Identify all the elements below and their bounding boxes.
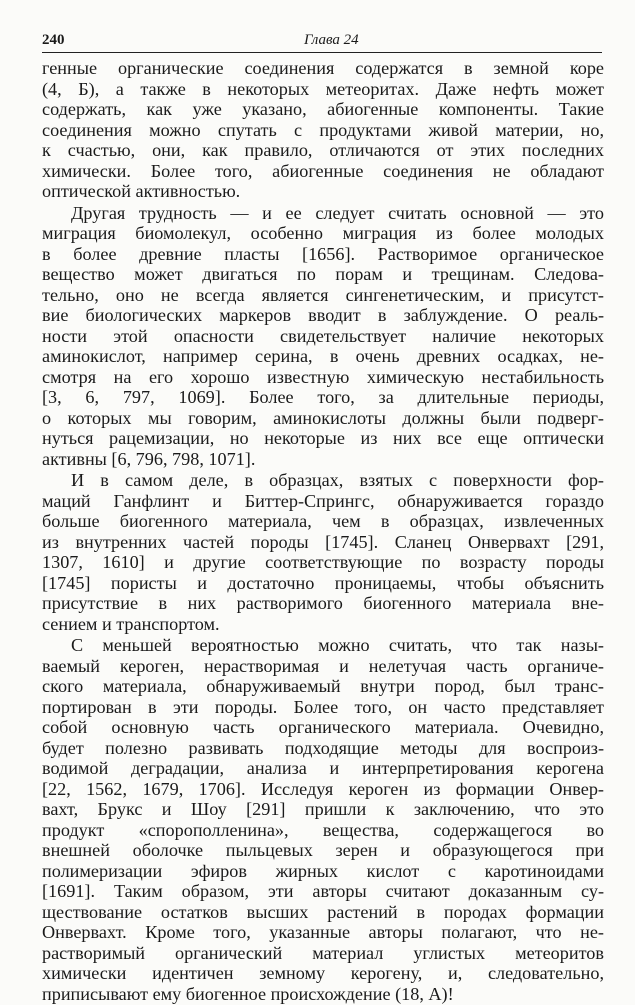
text-line: сением и транспортом. xyxy=(42,613,220,634)
text-line: вещество может двигаться по порам и трещинам. Следова- xyxy=(42,264,604,284)
text-line: приписывают ему биогенное происхождение (18, А)! xyxy=(42,983,454,1004)
text-line: ности этой опасности свидетельствует наличие некоторых xyxy=(42,325,604,346)
text-line: содержать, как уже указано, абиогенные компоненты. Такие xyxy=(42,99,604,119)
text-line: нуться рацемизации, но некоторые из них все еще оптически xyxy=(42,428,604,448)
text-line: Другая трудность — и ее следует считать основной — это xyxy=(71,202,604,223)
text-line: 1307, 1610] и другие соответствующие по возрасту породы xyxy=(42,552,604,572)
text-line: [3, 6, 797, 1069]. Более того, за длительные периоды, xyxy=(42,387,604,407)
text-line: будет полезно развивать подходящие методы для воспроиз- xyxy=(42,737,604,758)
text-line: миграция биомолекул, особенно миграция из более молодых xyxy=(42,223,604,243)
text-line: вие биологических маркеров вводит в заблуждение. О реаль- xyxy=(42,305,604,325)
text-line: соединения можно спутать с продуктами живой материи, но, xyxy=(42,119,604,140)
text-line: [22, 1562, 1679, 1706]. Исследуя кероген из формации Онвер- xyxy=(42,778,604,799)
text-line: смотря на его хорошо известную химическую нестабильность xyxy=(42,366,604,387)
running-title: Глава 24 xyxy=(304,32,359,48)
text-line: к счастью, они, как правило, отличаются от этих последних xyxy=(42,140,604,160)
text-line: присутствие в них растворимого биогенного материала вне- xyxy=(42,593,604,613)
text-line: ского материала, обнаруживаемый внутри пород, был транс- xyxy=(42,676,604,696)
text-line: химически идентичен земному керогену, и, следовательно, xyxy=(42,963,604,983)
text-line: больше биогенного материала, чем в образцах, извлеченных xyxy=(42,511,604,531)
paragraph xyxy=(42,203,604,470)
text-line: полимеризации эфиров жирных кислот с каротиноидами xyxy=(42,860,604,881)
text-line: растворимый органический материал углистых метеоритов xyxy=(42,942,604,963)
text-line: ваемый кероген, нерастворимая и нелетучая часть органиче- xyxy=(42,655,604,676)
text-line: химически. Более того, абиогенные соединения не обладают xyxy=(42,160,604,181)
paragraph xyxy=(42,58,604,202)
text-line: маций Ганфлинт и Биттер-Спрингс, обнаруживается гораздо xyxy=(42,490,604,511)
text-line: [1745] пористы и достаточно проницаемы, чтобы объяснить xyxy=(42,572,604,593)
text-line: оптической активностью. xyxy=(42,181,241,201)
text-line: из внутренних частей породы [1745]. Сланец Онвервахт [291, xyxy=(42,531,604,552)
text-line: вахт, Брукс и Шоу [291] пришли к заключению, что это xyxy=(42,799,604,819)
text-line: (4, Б), а также в некоторых метеоритах. Даже нефть может xyxy=(42,78,604,99)
text-line: И в самом деле, в образцах, взятых с поверхности фор- xyxy=(71,470,604,490)
text-line: активны [6, 796, 798, 1071]. xyxy=(42,448,256,469)
text-line: ществование остатков высших растений в породах формации xyxy=(42,901,604,922)
page-header xyxy=(42,30,602,53)
text-line: продукт «спорополленина», вещества, содержащегося во xyxy=(42,819,604,840)
text-line: в более древние пласты [1656]. Растворимое органическое xyxy=(42,243,604,264)
text-line: аминокислот, например серина, в очень древних осадках, не- xyxy=(42,346,604,366)
text-line: собой основную часть органического материала. Очевидно, xyxy=(42,717,604,737)
text-line: тельно, оно не всегда является сингенетическим, и присутст- xyxy=(42,284,604,305)
page-number: 240 xyxy=(42,32,65,48)
paragraph xyxy=(42,635,604,1004)
text-line: [1691]. Таким образом, эти авторы считают доказанным су- xyxy=(42,881,604,901)
text-line: водимой деградации, анализа и интерпретирования керогена xyxy=(42,758,604,778)
body-text xyxy=(42,58,604,1005)
paragraph xyxy=(42,470,604,634)
text-line: Онвервахт. Кроме того, указанные авторы полагают, что не- xyxy=(42,922,604,942)
text-line: С меньшей вероятностью можно считать, что так назы- xyxy=(71,635,604,655)
text-line: портирован в эти породы. Более того, он часто представляет xyxy=(42,696,604,717)
text-line: внешней оболочке пыльцевых зерен и образующегося при xyxy=(42,840,604,860)
text-line: генные органические соединения содержатся в земной коре xyxy=(42,58,604,78)
text-line: о которых мы говорим, аминокислоты должны были подверг- xyxy=(42,407,604,428)
